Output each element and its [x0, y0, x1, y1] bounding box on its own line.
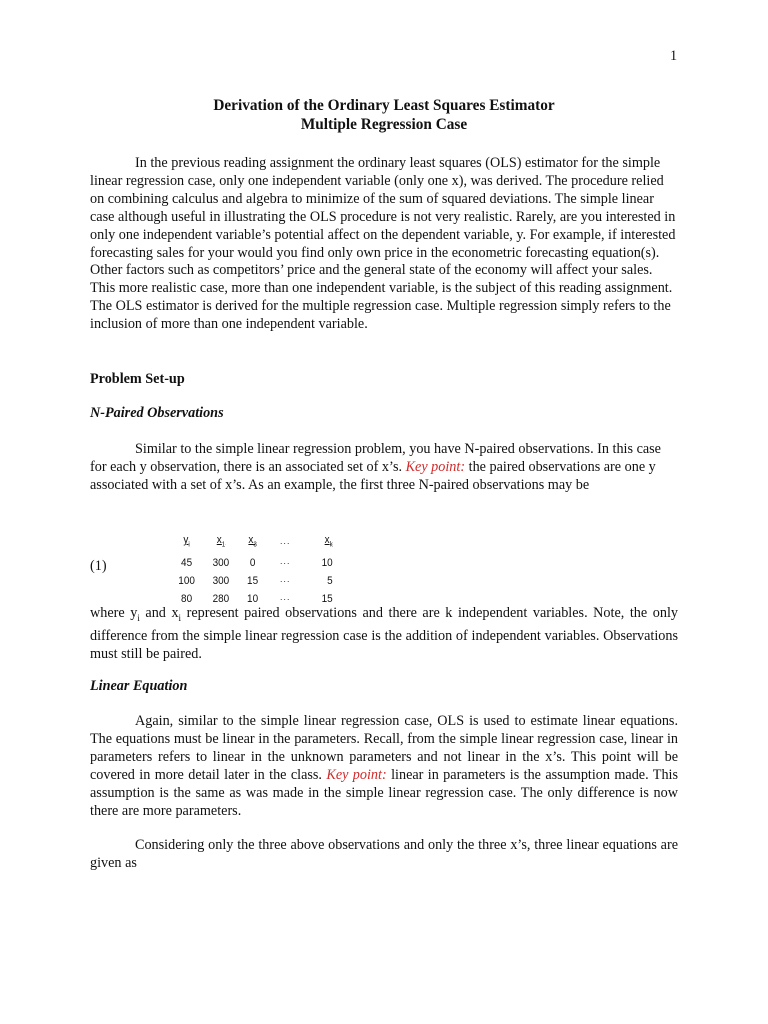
header-xk: $x_k$ [324, 534, 333, 549]
linear-text-2: linear in parameters is the assumption made. This assumption is the same as was made in the simple linear regression case. The only difference is now there are more parameters. [90, 766, 678, 819]
table-cell: ··· [279, 594, 291, 605]
intro-paragraph: In the previous reading assignment the ordinary least squares (OLS) estimator for the simple linear regression case, only one independent variable (only one x), was derived. The procedure relied on combining calculus and algebra to minimize of the sum of squared deviations. The simple linear case although useful in illustrating the OLS procedure is not very realistic. Rarely, are you interested in only one independent variable’s potential affect on the dependent variable, y. For example, if interested forecasting sales for your would you find only own price in the econometric forecasting equation(s). Other factors such as competitors’ price and the general state of the economy will affect your sales. This more realistic case, more than one independent variable, is the subject of this reading assignment. The OLS estimator is derived for the multiple regression case. Multiple regression simply refers to the inclusion of more than one independent variable. [90, 155, 676, 333]
table-cell: 10 [247, 593, 259, 606]
title-line-2: Multiple Regression Case [300, 116, 468, 133]
observations-table [169, 531, 333, 608]
keypoint-label: Key point: [405, 458, 466, 475]
table-cell: 45 [181, 557, 193, 570]
table-cell: 80 [181, 593, 193, 606]
table-cell: 300 [212, 575, 230, 588]
title-line-1: Derivation of the Ordinary Least Squares Estimator [213, 97, 555, 114]
table-row [169, 554, 333, 572]
after-table-paragraph: where $y_i$ and $x_i$ represent paired observations and there are k independent variables. Note, the only difference from the simple linear regression case is the addition of independent variables. Observations must still be paired. [90, 605, 678, 662]
table-row [169, 572, 333, 590]
section-heading-problem-setup: Problem Set-up [90, 371, 185, 387]
table-cell: ··· [279, 576, 291, 587]
header-dots: ··· [279, 537, 291, 548]
table-cell: ··· [279, 558, 291, 569]
equation-number: (1) [90, 558, 107, 574]
table-cell: 280 [212, 593, 230, 606]
npaired-text-2: the paired observations are one y associated with a set of x’s. As an example, the first three N-paired observations may be [90, 458, 656, 493]
table-header-row [169, 531, 333, 554]
document-title [0, 96, 768, 134]
header-x3: $x_3$ [248, 534, 257, 549]
table-cell: 15 [321, 593, 333, 606]
subsection-heading-npaired: N-Paired Observations [90, 405, 224, 421]
subsection-heading-linear: Linear Equation [90, 678, 188, 694]
npaired-paragraph [90, 441, 678, 495]
table-cell: 100 [178, 575, 195, 588]
page-number: 1 [670, 48, 678, 64]
table-cell: 5 [327, 575, 333, 588]
header-x1: $x_1$ [216, 534, 226, 549]
table-cell: 10 [321, 557, 333, 570]
table-cell: 300 [212, 557, 230, 570]
linear-paragraph [90, 713, 678, 820]
considering-paragraph: Considering only the three above observations and only the three x’s, three linear equations are given as [90, 837, 678, 871]
keypoint-label: Key point: [326, 766, 387, 783]
header-y: $y_i$ [183, 534, 190, 549]
linear-text-1: Again, similar to the simple linear regression case, OLS is used to estimate linear equations. The equations must be linear in the parameters. Recall, from the simple linear regression case, linear in parameters refers to linear in the unknown parameters and not linear in the x’s. This point will be covered in more detail later in the class. [90, 713, 678, 783]
table-cell: 15 [247, 575, 259, 588]
table-cell: 0 [249, 557, 256, 570]
npaired-text-1: Similar to the simple linear regression problem, you have N-paired observations. In this case for each y observation, there is an associated set of x’s. [90, 441, 661, 475]
